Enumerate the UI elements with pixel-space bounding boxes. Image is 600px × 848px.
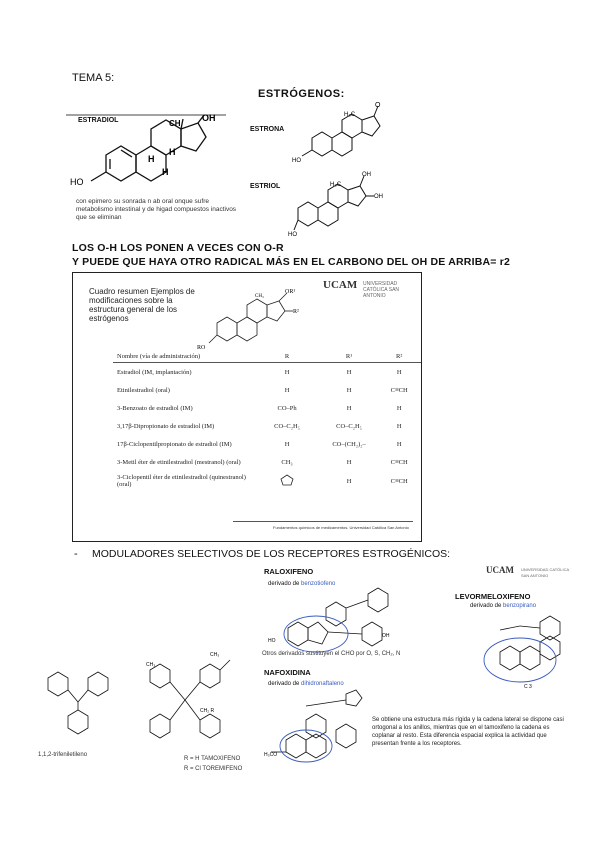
- svg-text:OH: OH: [374, 194, 383, 200]
- raloxifeno-sub-text: derivado de: [268, 581, 300, 587]
- table-cell: H: [284, 386, 290, 394]
- table-cell: H: [346, 404, 352, 412]
- table-row: [113, 435, 421, 453]
- table-header-row: [113, 353, 421, 363]
- description-text: Se obtiene una estructura más rígida y la cadena lateral se dispone casi ortogonal a los anillos, mientras que en el tamoxifeno la cadena es coplanar al resto. Esta diferencia espacial explica la actividad que presentan frente a los receptores.: [372, 717, 564, 747]
- table-cell: H: [346, 368, 352, 376]
- tamoxifeno-structure: [140, 650, 250, 760]
- table-cell: CH₃: [281, 458, 293, 466]
- svg-text:OH: OH: [362, 172, 371, 178]
- summary-panel: [72, 272, 422, 542]
- svg-text:H₃CO: H₃CO: [264, 752, 278, 758]
- cyclopentyl-ring-icon: [280, 474, 294, 486]
- table-cell: Etinilestradiol (oral): [117, 386, 170, 394]
- svg-text:HO: HO: [70, 177, 84, 187]
- table-row: [113, 399, 421, 417]
- table-row: [113, 471, 421, 491]
- table-cell: C≡CH: [390, 458, 408, 466]
- svg-text:C 3: C 3: [524, 684, 532, 690]
- triphenylethylene-structure: [38, 668, 128, 748]
- svg-text:HO: HO: [268, 638, 276, 644]
- heading-line-2: Y PUEDE QUE HAYA OTRO RADICAL MÁS EN EL CARBONO DEL OH DE ARRIBA= r2: [72, 256, 511, 268]
- table-cell: H: [346, 458, 352, 466]
- nafoxidina-sub: [268, 681, 344, 687]
- bullet-dash: -: [74, 548, 78, 560]
- raloxifeno-label: RALOXIFENO: [264, 567, 314, 576]
- raloxifeno-sub-blue: benzotiofeno: [301, 581, 336, 587]
- modulators-heading: MODULADORES SELECTIVOS DE LOS RECEPTORES ESTROGÉNICOS:: [92, 548, 451, 560]
- nafoxidina-label: NAFOXIDINA: [264, 668, 311, 677]
- svg-text:CH₃: CH₃: [255, 294, 264, 299]
- estriol-label: ESTRIOL: [250, 183, 281, 190]
- table-cell: CO–Ph: [277, 404, 297, 412]
- estriol-structure: [290, 168, 410, 238]
- svg-text:H₃C: H₃C: [344, 112, 356, 118]
- panel-title: Cuadro resumen Ejemplos de modificaciones sobre la estructura general de los estrógenos: [89, 287, 195, 323]
- svg-text:CH₂ R: CH₂ R: [200, 708, 215, 714]
- table-cell: H: [346, 386, 352, 394]
- table-cell: C≡CH: [390, 386, 408, 394]
- table-cell: H: [396, 440, 402, 448]
- table-cell: C≡CH: [390, 477, 408, 485]
- table-cell: H: [284, 440, 290, 448]
- table-row: [113, 417, 421, 435]
- raloxifeno-sub: [268, 581, 335, 587]
- levormeloxifeno-label: LEVORMELOXIFENO: [455, 592, 531, 601]
- ucam-logo: UCAM: [323, 279, 358, 291]
- table-cell: H: [396, 422, 402, 430]
- svg-text:H: H: [162, 167, 169, 177]
- nafoxidina-structure: [266, 690, 366, 770]
- tema-label: TEMA 5:: [72, 72, 115, 84]
- table-cell: H: [396, 404, 402, 412]
- column-header: Nombre (vía de administración): [113, 353, 253, 363]
- estrona-structure: [292, 102, 402, 172]
- svg-text:R²: R²: [293, 309, 299, 315]
- table-cell: 3,17β-Dipropionato de estradiol (IM): [117, 422, 215, 430]
- svg-text:H: H: [169, 147, 176, 157]
- svg-text:OR¹: OR¹: [285, 289, 296, 295]
- estradiol-structure: [66, 115, 236, 205]
- ucam-logo-small: UCAM: [486, 565, 514, 575]
- column-header: R¹: [321, 353, 378, 363]
- levormeloxifeno-sub: [470, 603, 536, 609]
- table-cell: CO–C₂H₅: [274, 422, 300, 430]
- levormeloxifeno-sub-text: derivado de: [470, 603, 502, 609]
- raloxifeno-structure: [268, 588, 408, 658]
- svg-text:HO: HO: [288, 232, 297, 238]
- table-cell: [253, 471, 320, 491]
- svg-text:H₃C: H₃C: [330, 182, 342, 188]
- table-cell: H: [346, 477, 352, 485]
- table-cell: 3-Benzoato de estradiol (IM): [117, 404, 193, 412]
- ucam-subtitle-small: UNIVERSIDAD CATÓLICA SAN ANTONIO: [521, 567, 569, 578]
- table-cell: CO–C₂H₅: [336, 422, 362, 430]
- svg-text:OH: OH: [202, 113, 216, 123]
- nafoxidina-sub-blue: dihidronaftaleno: [301, 681, 344, 687]
- svg-text:RO: RO: [197, 345, 206, 351]
- ucam-subtitle: UNIVERSIDAD CATÓLICA SAN ANTONIO: [363, 281, 400, 299]
- table-cell: H: [284, 368, 290, 376]
- table-cell: 17β-Ciclopentilpropionato de estradiol (IM): [117, 440, 232, 448]
- svg-text:H: H: [148, 154, 155, 164]
- table-row: [113, 381, 421, 399]
- estrona-label: ESTRONA: [250, 126, 285, 133]
- table-cell: H: [396, 368, 402, 376]
- trifenil-label: 1,1,2-trifeniletileno: [38, 752, 88, 758]
- column-header: R: [253, 353, 320, 363]
- estradiol-label: ESTRADIOL: [78, 117, 119, 124]
- column-header: R²: [377, 353, 421, 363]
- levormeloxifeno-structure: [470, 612, 580, 692]
- tamoxifeno-label: R = H TAMOXIFENO: [184, 756, 241, 762]
- svg-text:HO: HO: [292, 158, 301, 164]
- estradiol-note: con epimero su sonrada n ab oral onque sufre metabolismo intestinal y de higad compuestos inactivos que se eliminan: [76, 198, 237, 221]
- general-estrogen-structure: [195, 283, 315, 353]
- panel-footer: Fundamentos químicos de medicamentos. Universidad Católica San Antonio: [273, 525, 409, 530]
- table-cell: 3-Ciclopentil éter de etinilestradiol (quinestranol) (oral): [117, 474, 246, 488]
- table-cell: CO–(CH₂)₂–: [332, 440, 366, 448]
- heading-line-1: LOS O-H LOS PONEN A VECES CON O-R: [72, 242, 284, 254]
- toremifeno-label: R = Cl TOREMIFENO: [184, 766, 243, 772]
- table-row: [113, 363, 421, 382]
- table-cell: Estradiol (IM, implantación): [117, 368, 192, 376]
- svg-text:CH: CH: [169, 119, 181, 128]
- panel-divider: [233, 521, 413, 522]
- table-row: [113, 453, 421, 471]
- svg-text:OH: OH: [382, 633, 390, 639]
- svg-text:CH₃: CH₃: [146, 662, 156, 668]
- modifications-table: [113, 353, 421, 491]
- raloxifeno-note: Otros derivados sustituyen el CHO por O, S, CH₂, N: [262, 651, 401, 657]
- page-title: ESTRÓGENOS:: [258, 88, 345, 100]
- svg-text:CH₃: CH₃: [210, 652, 220, 658]
- svg-text:O: O: [375, 102, 381, 109]
- table-cell: 3-Metil éter de etinilestradiol (mestranol) (oral): [117, 458, 241, 466]
- nafoxidina-sub-text: derivado de: [268, 681, 300, 687]
- levormeloxifeno-sub-blue: benzopirano: [503, 603, 537, 609]
